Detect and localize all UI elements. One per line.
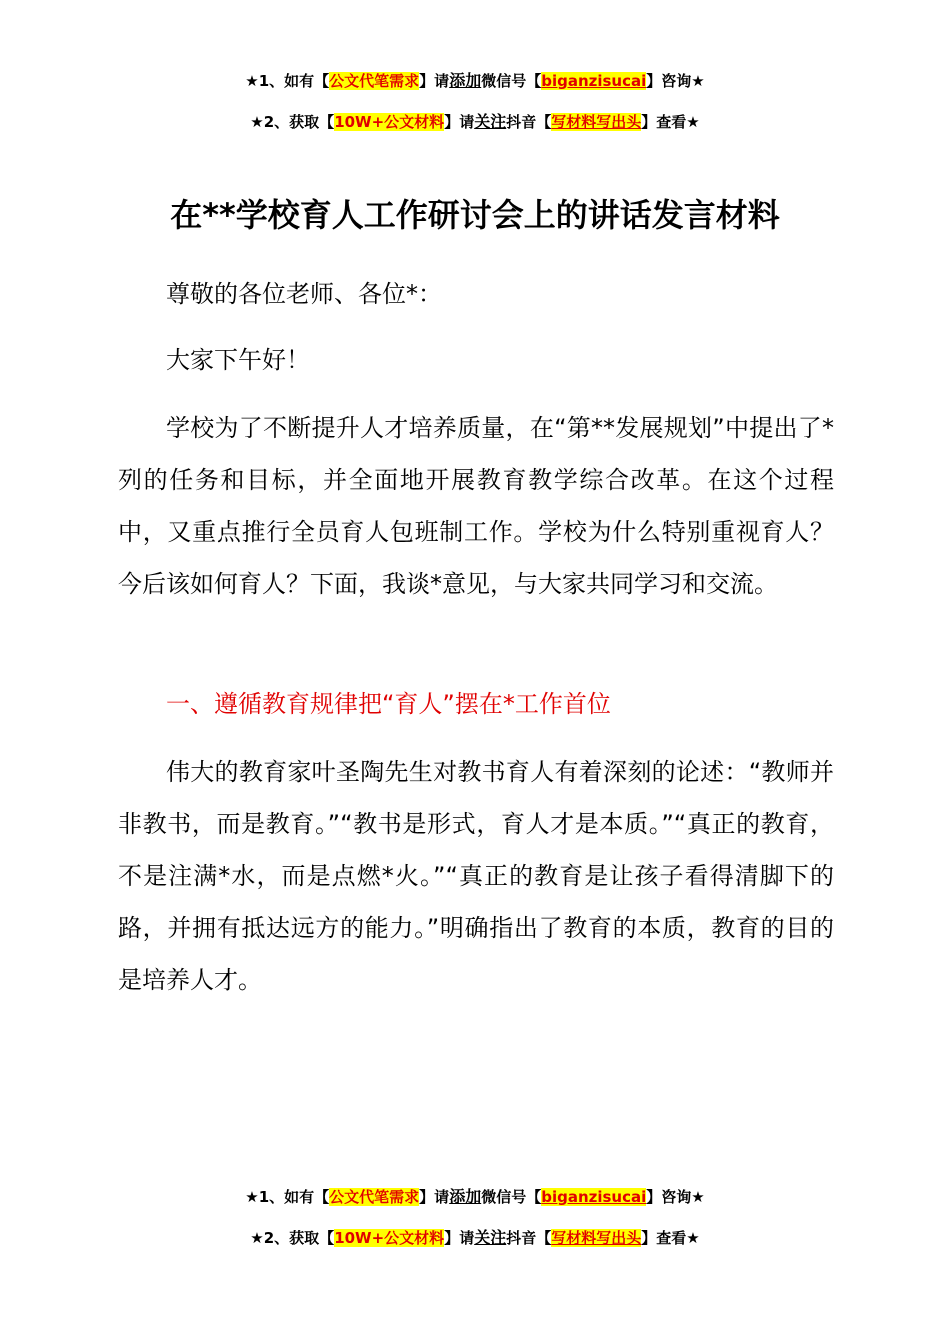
promo-2-follow-link[interactable]: 关注 bbox=[474, 1228, 507, 1247]
footer-promo-line-2 bbox=[0, 1227, 950, 1249]
promo-1-prefix: ★1、如有【 bbox=[245, 72, 330, 90]
header-promo-line-1 bbox=[0, 70, 950, 92]
promo-1-prefix: ★1、如有【 bbox=[245, 1188, 330, 1206]
promo-2-suffix: 】查看★ bbox=[641, 1229, 700, 1247]
promo-1-mid2: 微信号【 bbox=[481, 1188, 542, 1206]
promo-1-add-link[interactable]: 添加 bbox=[449, 71, 482, 90]
footer-promo-line-1 bbox=[0, 1186, 950, 1208]
paragraph-ye-shengtao: 伟大的教育家叶圣陶先生对教书育人有着深刻的论述：“教师并非教书，而是教育。”“教书是形式，育人才是本质。”“真正的教育，不是注满*水，而是点燃*火。”“真正的教育是让孩子看得清脚下的路，并拥有抵达远方的能力。”明确指出了教育的本质，教育的目的是培养人才。 bbox=[118, 758, 834, 994]
promo-2-douyin-id[interactable]: 写材料写出头 bbox=[551, 1229, 642, 1247]
promo-2-mid2: 抖音【 bbox=[506, 1229, 552, 1247]
promo-2-mid: 】请 bbox=[444, 1229, 475, 1247]
promo-2-prefix: ★2、获取【 bbox=[250, 113, 335, 131]
promo-2-suffix: 】查看★ bbox=[641, 113, 700, 131]
promo-2-highlight-materials: 10W+公文材料 bbox=[334, 113, 445, 131]
promo-1-wechat-id[interactable]: biganzisucai bbox=[541, 1188, 647, 1206]
promo-2-prefix: ★2、获取【 bbox=[250, 1229, 335, 1247]
promo-1-highlight-service: 公文代笔需求 bbox=[329, 72, 420, 90]
promo-1-wechat-id[interactable]: biganzisucai bbox=[541, 72, 647, 90]
promo-2-follow-link[interactable]: 关注 bbox=[474, 112, 507, 131]
promo-1-mid: 】请 bbox=[419, 1188, 450, 1206]
document-title: 在**学校育人工作研讨会上的讲话发言材料 bbox=[170, 196, 780, 234]
paragraph-intro: 学校为了不断提升人才培养质量，在“第**发展规划”中提出了*列的任务和目标，并全面地开展教育教学综合改革。在这个过程中，又重点推行全员育人包班制工作。学校为什么特别重视育人？今后该如何育人？下面，我谈*意见，与大家共同学习和交流。 bbox=[118, 414, 834, 598]
promo-2-douyin-id[interactable]: 写材料写出头 bbox=[551, 113, 642, 131]
promo-2-mid: 】请 bbox=[444, 113, 475, 131]
promo-1-highlight-service: 公文代笔需求 bbox=[329, 1188, 420, 1206]
promo-2-mid2: 抖音【 bbox=[506, 113, 552, 131]
promo-1-mid2: 微信号【 bbox=[481, 72, 542, 90]
promo-2-highlight-materials: 10W+公文材料 bbox=[334, 1229, 445, 1247]
promo-1-suffix: 】咨询★ bbox=[646, 72, 705, 90]
section-heading-1: 一、遵循教育规律把“育人”摆在*工作首位 bbox=[166, 690, 611, 718]
greeting: 大家下午好！ bbox=[166, 346, 310, 374]
promo-1-suffix: 】咨询★ bbox=[646, 1188, 705, 1206]
promo-1-add-link[interactable]: 添加 bbox=[449, 1187, 482, 1206]
header-promo-line-2 bbox=[0, 111, 950, 133]
promo-1-mid: 】请 bbox=[419, 72, 450, 90]
salutation: 尊敬的各位老师、各位*： bbox=[166, 280, 442, 308]
